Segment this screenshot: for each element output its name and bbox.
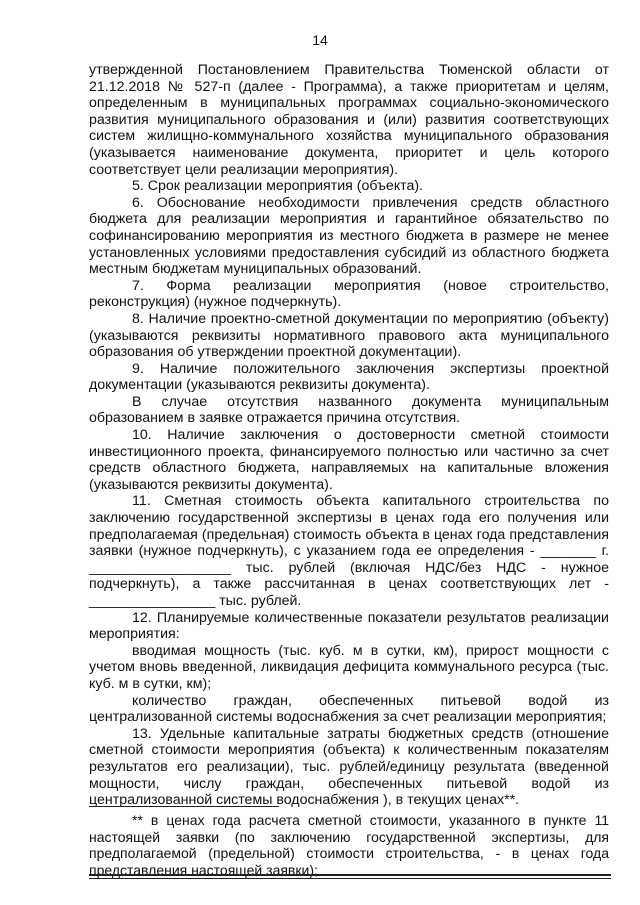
paragraph-citizens: количество граждан, обеспеченных питьевой водой из централизованной системы водоснабжения за счет реализации мероприятия;: [89, 692, 609, 726]
body-text: [89, 62, 609, 809]
paragraph-item-12: 12. Планируемые количественные показатели результатов реализации мероприятия:: [89, 609, 609, 643]
paragraph-item-9: 9. Наличие положительного заключения экспертизы проектной документации (указываются реквизиты документа).: [89, 360, 609, 394]
paragraph-item-8: 8. Наличие проектно-сметной документации по мероприятию (объекту) (указываются реквизиты нормативного правового акта муниципального образования об утверждении проектной документации).: [89, 310, 609, 361]
paragraph-item-7: 7. Форма реализации мероприятия (новое строительство, реконструкция) (нужное подчеркнуть).: [89, 277, 609, 311]
paragraph-item-10: 10. Наличие заключения о достоверности сметной стоимости инвестиционного проекта, финансируемого полностью или частично за счет средств областного бюджета, направляемых на капитальные вложения (указываются реквизиты документа).: [89, 427, 609, 493]
paragraph-priorities: утвержденной Постановлением Правительства Тюменской области от 21.12.2018 № 527-п (далее - Программа), а также приоритетам и целям, определенным в муниципальных программах социально-экономического развития муниципального образования и (или) развития соответствующих систем жилищно-коммунального хозяйства муниципального образования (указывается наименование документа, приоритет и цель которого соответствует цели реализации мероприятия).: [89, 62, 609, 178]
bottom-rule-thick: [89, 874, 611, 876]
page-number: 14: [312, 32, 328, 48]
paragraph-item-13: 13. Удельные капитальные затраты бюджетных средств (отношение сметной стоимости мероприятия (объекта) к количественным показателям результатов его реализации), тыс. рублей/единицу результата (введенной мощности, числу граждан, обеспеченных питьевой водой из централизованной системы водоснабжения ), в текущих ценах**.: [89, 725, 609, 809]
footnote-text: ** в ценах года расчета сметной стоимости, указанного в пункте 11 настоящей заявки (по заключению государственной экспертизы, для предполагаемой (предельной) стоимости строительства, - в ценах года представления настоящей заявки);: [89, 812, 609, 878]
paragraph-capacity: вводимая мощность (тыс. куб. м в сутки, км), прирост мощности с учетом вновь введенной, ликвидация дефицита коммунального ресурса (тыс. куб. м в сутки, км);: [89, 642, 609, 692]
paragraph-item-6: 6. Обоснование необходимости привлечения средств областного бюджета для реализации мероприятия и гарантийное обязательство по софинансированию мероприятия из местного бюджета в размере не менее установленных условиями предоставления субсидий из областного бюджета местным бюджетам муниципальных образований.: [89, 194, 609, 278]
paragraph-item-5: 5. Срок реализации мероприятия (объекта).: [132, 178, 424, 195]
bottom-rule-thin: [89, 878, 611, 879]
footnote-separator: [89, 806, 279, 807]
footnote: [89, 812, 609, 878]
paragraph-item-11: 11. Сметная стоимость объекта капитального строительства по заключению государственной экспертизы в ценах года его получения или предполагаемая (предельная) стоимость объекта в ценах года представления заявки (нужное подчеркнуть), с указанием года ее определения - _______ г. __________________ тыс. рублей (включая НДС/без НДС - нужное подчеркнуть), а также рассчитанная в ценах соответствующих лет - ________________ тыс. рублей.: [89, 493, 609, 609]
paragraph-absence-reason: В случае отсутствия названного документа муниципальным образованием в заявке отражается причина отсутствия.: [89, 393, 609, 427]
